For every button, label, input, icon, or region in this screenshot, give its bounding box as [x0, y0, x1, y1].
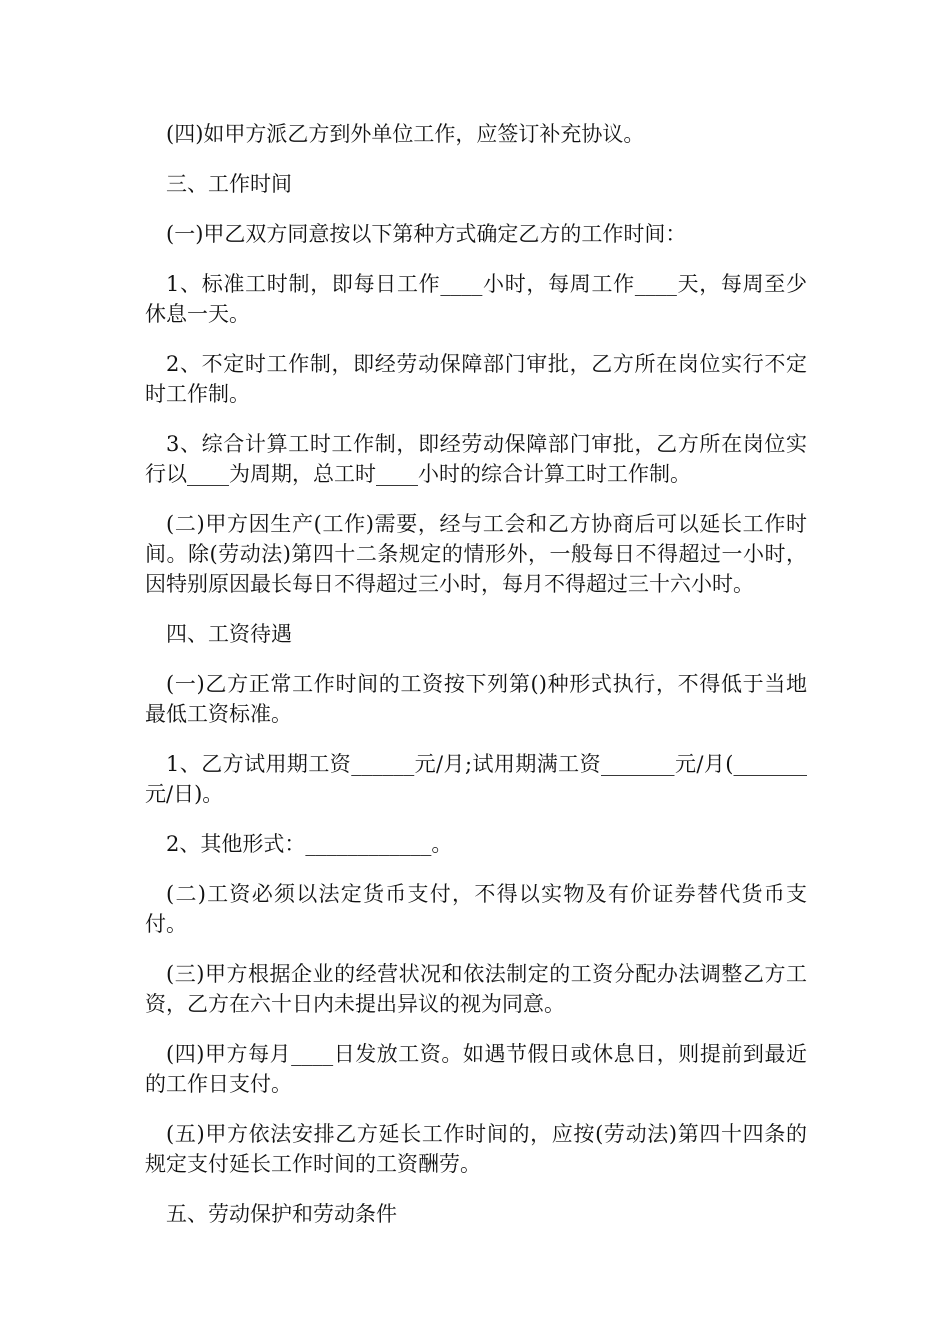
paragraph: 2、不定时工作制，即经劳动保障部门审批，乙方所在岗位实行不定时工作制。	[145, 352, 807, 406]
paragraph: (三)甲方根据企业的经营状况和依法制定的工资分配办法调整乙方工资，乙方在六十日内未提出异议的视为同意。	[145, 962, 807, 1016]
section-heading: 五、劳动保护和劳动条件	[166, 1202, 397, 1226]
paragraph: (四)甲方每月____日发放工资。如遇节假日或休息日，则提前到最近的工作日支付。	[145, 1042, 807, 1096]
paragraph: 1、标准工时制，即每日工作____小时，每周工作____天，每周至少休息一天。	[145, 272, 807, 326]
paragraph: (五)甲方依法安排乙方延长工作时间的，应按(劳动法)第四十四条的规定支付延长工作时间的工资酬劳。	[145, 1122, 807, 1176]
paragraph: 1、乙方试用期工资______元/月;试用期满工资_______元/月(_______元/日)。	[145, 752, 807, 806]
paragraph: (一)乙方正常工作时间的工资按下列第()种形式执行，不得低于当地最低工资标准。	[145, 672, 807, 726]
section-heading: 四、工资待遇	[166, 622, 292, 646]
paragraph: (二)甲方因生产(工作)需要，经与工会和乙方协商后可以延长工作时间。除(劳动法)第四十二条规定的情形外，一般每日不得超过一小时，因特别原因最长每日不得超过三小时，每月不得超过三十六小时。	[145, 512, 807, 596]
paragraph: (一)甲乙双方同意按以下第种方式确定乙方的工作时间：	[166, 222, 687, 246]
paragraph: (二)工资必须以法定货币支付，不得以实物及有价证券替代货币支付。	[145, 882, 807, 936]
document-body	[145, 119, 807, 1249]
paragraph: 3、综合计算工时工作制，即经劳动保障部门审批，乙方所在岗位实行以____为周期，总工时____小时的综合计算工时工作制。	[145, 432, 807, 486]
section-heading: 三、工作时间	[166, 172, 292, 196]
paragraph: 2、其他形式：____________。	[166, 832, 453, 856]
paragraph: (四)如甲方派乙方到外单位工作，应签订补充协议。	[166, 122, 645, 146]
